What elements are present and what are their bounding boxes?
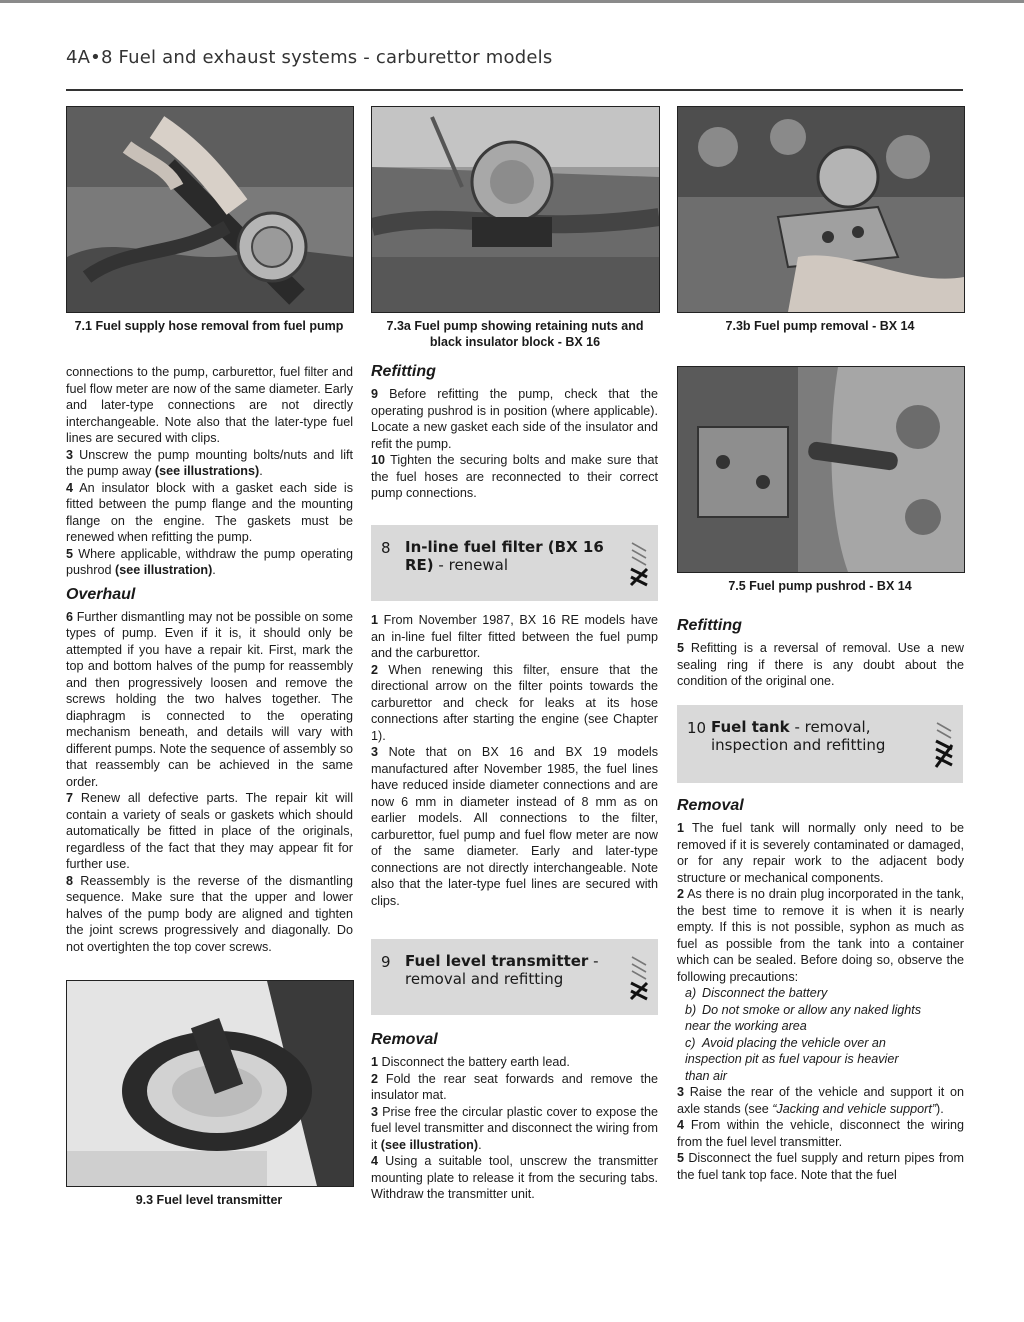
difficulty-wrench-icon xyxy=(626,951,652,1005)
precaution-c-cont-1: inspection pit as fuel vapour is heavier xyxy=(685,1052,899,1066)
precaution-c: c) Avoid placing the vehicle over an xyxy=(685,1035,886,1050)
section-10-number: 10 xyxy=(687,719,707,737)
column-2-lower-text xyxy=(371,1030,658,1203)
column-1-text xyxy=(66,364,353,955)
paragraph-9-5: 5 Refitting is a reversal of removal. Use a new sealing ring if there is any doubt about the condition of the original one. xyxy=(677,641,964,688)
paragraph-9-3: 3 Prise free the circular plastic cover to expose the fuel level transmitter and disconnect the wiring from it (see illustration). xyxy=(371,1104,658,1152)
paragraph-7-5: 5 Where applicable, withdraw the pump operating pushrod (see illustration). xyxy=(66,546,353,577)
paragraph-8-2: 2 When renewing this filter, ensure that the directional arrow on the filter points towards the carburettor and check for leaks at its hose connections after starting the engine (see Chapter 1). xyxy=(371,662,659,743)
section-8-title: In-line fuel filter (BX 16 RE) - renewal xyxy=(405,538,604,574)
photo-fuel-level-transmitter xyxy=(66,980,354,1187)
paragraph-9-4: 4 Using a suitable tool, unscrew the transmitter mounting plate to release it from the securing tabs. Withdraw the transmitter unit. xyxy=(371,1154,659,1201)
difficulty-wrench-icon xyxy=(626,537,652,591)
paragraph-10-1: 1 The fuel tank will normally only need to be removed if it is severely contaminated or damaged, or for any repair work to the adjacent body structure or mechanical components. xyxy=(677,821,964,885)
precaution-c-cont-2: than air xyxy=(685,1068,728,1083)
paragraph-10-5: 5 Disconnect the fuel supply and return pipes from the fuel tank top face. Note that the fuel xyxy=(677,1151,965,1182)
paragraph-7-6: 6 Further dismantling may not be possible on some types of pump. Even if it is, it should only be attempted if you have a repair kit. First, mark the top and bottom halves of the pump for reassembly and then progressively loosen and remove the screws holding the two halves together. The diaphragm is connected to the operating mechanism beneath, and details will vary with different pumps. Note the sequence of assembly so that reassembly can be achieved in the same order. xyxy=(66,609,353,789)
caption-7-3b: 7.3b Fuel pump removal - BX 14 xyxy=(725,319,915,333)
paragraph-10-4: 4 From within the vehicle, disconnect the wiring from the fuel level transmitter. xyxy=(677,1118,965,1149)
paragraph-8-3: 3 Note that on BX 16 and BX 19 models manufactured after November 1985, the fuel lines have reduced inside diameter connections and are now 6 mm in diameter instead of 8 mm as on earlier models. All connections to the filter, carburettor, fuel pump and fuel flow meter are now of the same diameter. Early and later-type connections are not directly interchangeable. Note also that the later-type fuel lines are secured with clips. xyxy=(371,745,658,908)
heading-overhaul: Overhaul xyxy=(66,585,136,603)
paragraph-9-2: 2 Fold the rear seat forwards and remove the insulator mat. xyxy=(371,1071,658,1102)
caption-9-3: 9.3 Fuel level transmitter xyxy=(135,1193,283,1207)
caption-7-5: 7.5 Fuel pump pushrod - BX 14 xyxy=(728,579,912,593)
paragraph-10-3: 3 Raise the rear of the vehicle and support it on axle stands (see “Jacking and vehicle support”). xyxy=(677,1085,964,1116)
paragraph-7-8: 8 Reassembly is the reverse of the dismantling sequence. Make sure that the upper and lower halves of the pump body are aligned and tighten the joint screws progressively and diagonally. Do not overtighten the top cover screws. xyxy=(66,873,354,954)
section-8-number: 8 xyxy=(381,539,391,557)
caption-7-3a: 7.3a Fuel pump showing retaining nuts and black insulator block - BX 16 xyxy=(386,319,644,349)
paragraph-7-10: 10 Tighten the securing bolts and make sure that the fuel hoses are reconnected to their correct pump connections. xyxy=(371,453,658,500)
top-border-line xyxy=(0,0,1024,3)
section-9-header xyxy=(371,939,658,1015)
section-10-header xyxy=(677,705,963,783)
section-9-number: 9 xyxy=(381,953,391,971)
header-rule xyxy=(66,89,963,91)
page-header-title: 4A•8 Fuel and exhaust systems - carburettor models xyxy=(66,47,553,68)
heading-removal-10: Removal xyxy=(677,797,744,814)
photo-fuel-supply-hose xyxy=(66,106,354,313)
column-3-lower-text xyxy=(677,796,964,1183)
column-2-middle-text xyxy=(371,612,658,909)
paragraph-7-9: 9 Before refitting the pump, check that the operating pushrod is in position (where applicable). Locate a new gasket each side of the insulator and refit the pump. xyxy=(371,387,658,451)
paragraph-8-1: 1 From November 1987, BX 16 RE models have an in-line fuel filter fitted between the fuel pump and the carburettor. xyxy=(371,613,658,660)
section-10-title: Fuel tank - removal, inspection and refitting xyxy=(711,718,886,754)
column-3-upper-text xyxy=(677,616,964,690)
paragraph-intro: connections to the pump, carburettor, fuel filter and fuel flow meter are now of the same diameter. Early and later-type connections are not directly interchangeable. Note also that the later-type fuel lines are secured with clips. xyxy=(66,365,353,445)
precaution-b: b) Do not smoke or allow any naked lights xyxy=(685,1002,922,1017)
column-2-upper-text xyxy=(371,362,658,502)
paragraph-7-7: 7 Renew all defective parts. The repair kit will contain a variety of seals or gaskets which should automatically be fitted in place of the originals, regardless of the fact that they may appear fit for further use. xyxy=(66,791,354,871)
photo-fuel-pump-retaining-nuts xyxy=(371,106,660,313)
photo-fuel-pump-pushrod xyxy=(677,366,965,573)
precaution-a: a) Disconnect the battery xyxy=(685,986,828,1000)
heading-refitting-9: Refitting xyxy=(677,617,742,634)
paragraph-7-3: 3 Unscrew the pump mounting bolts/nuts and lift the pump away (see illustrations). xyxy=(66,447,354,478)
caption-7-1: 7.1 Fuel supply hose removal from fuel pump xyxy=(74,319,344,333)
paragraph-10-2: 2 As there is no drain plug incorporated in the tank, the best time to remove it is when it is nearly empty. If this is not possible, syphon as much as fuel as possible from the tank into a container which can be sealed. Before doing so, observe the following precautions: xyxy=(677,887,964,984)
section-9-title: Fuel level transmitter - removal and refitting xyxy=(405,952,599,988)
precaution-b-cont: near the working area xyxy=(685,1019,807,1033)
heading-refitting-7: Refitting xyxy=(371,363,436,380)
photo-fuel-pump-removal xyxy=(677,106,965,313)
heading-removal-9: Removal xyxy=(371,1031,438,1048)
section-8-header xyxy=(371,525,658,601)
difficulty-wrench-icon xyxy=(931,717,957,771)
paragraph-9-1: 1 Disconnect the battery earth lead. xyxy=(371,1055,570,1069)
paragraph-7-4: 4 An insulator block with a gasket each side is fitted between the pump flange and the mounting flange on the engine. The gaskets must be renewed when refitting the pump. xyxy=(66,480,353,544)
